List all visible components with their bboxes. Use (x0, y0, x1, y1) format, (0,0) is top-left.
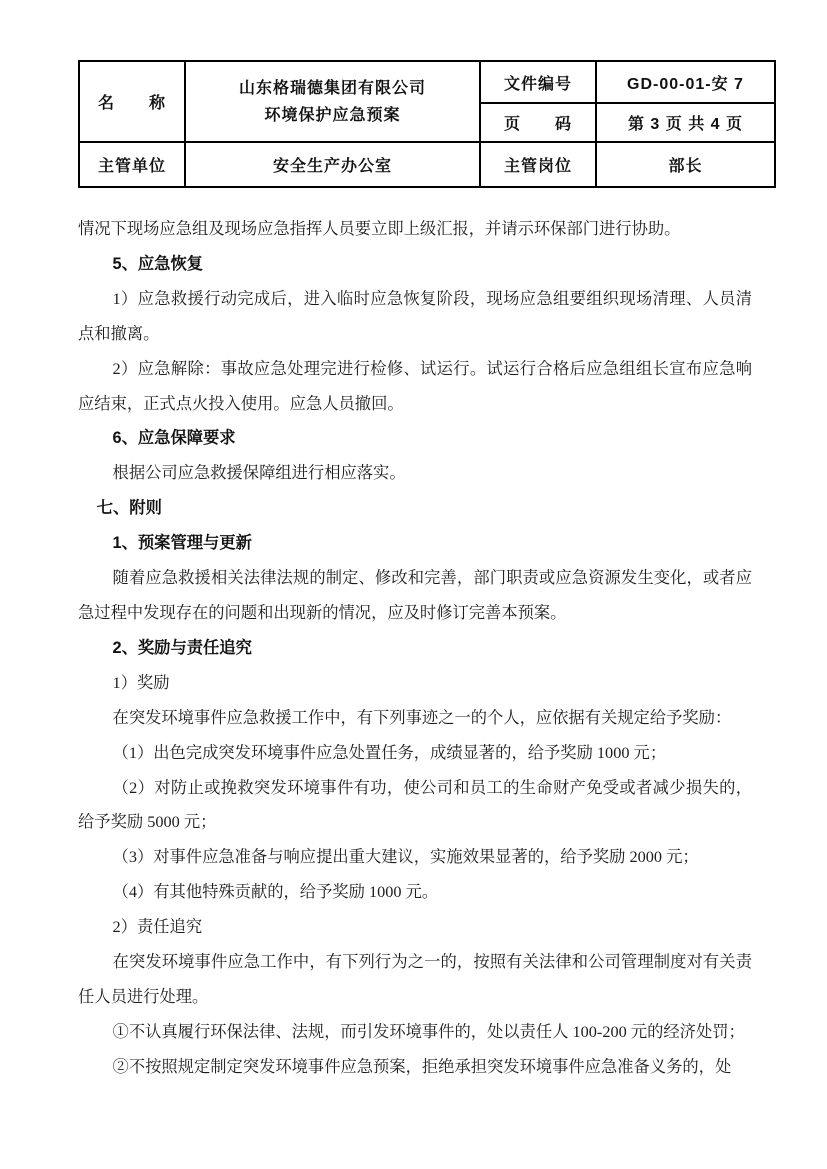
document-body (78, 212, 752, 1085)
paragraph-accountability-intro: 在突发环境事件应急工作中，有下列行为之一的，按照有关法律和公司管理制度对有关责任人员进行处理。 (78, 952, 752, 1006)
unit-label: 主管单位 (79, 142, 185, 187)
document-title-line1: 山东格瑞德集团有限公司 (238, 79, 426, 97)
paragraph-rewards-intro: 在突发环境事件应急救援工作中，有下列事迹之一的个人，应依据有关规定给予奖励： (112, 707, 732, 727)
header-table (78, 60, 776, 188)
doc-number-value: GD-00-01-安 7 (596, 61, 775, 103)
list-item-penalty-1: ①不认真履行环保法律、法规，而引发环境事件的，处以责任人 100-200 元的经济处罚； (112, 1021, 745, 1041)
paragraph-continuation: 情况下现场应急组及现场应急指挥人员要立即上级汇报，并请示环保部门进行协助。 (78, 219, 681, 238)
section-supplementary-provisions: 七、附则 (96, 499, 162, 518)
subheading-accountability: 2）责任追究 (112, 917, 203, 937)
unit-value: 安全生产办公室 (185, 142, 480, 187)
paragraph-support: 根据公司应急救援保障组进行相应落实。 (112, 463, 406, 483)
name-label: 名 称 (79, 61, 185, 142)
post-value: 部长 (596, 142, 775, 187)
list-item-reward-3: （3）对事件应急准备与响应提出重大建议，实施效果显著的，给予奖励 2000 元； (112, 847, 699, 867)
paragraph-recovery-1: 1）应急救援行动完成后，进入临时应急恢复阶段，现场应急组要组织现场清理、人员清点和撤离。 (78, 288, 752, 343)
list-item-reward-4: （4）有其他特殊贡献的，给予奖励 1000 元。 (112, 882, 439, 902)
paragraph-recovery-2: 2）应急解除：事故应急处理完进行检修、试运行。试运行合格后应急组组长宣布应急响应结束，正式点火投入使用。应急人员撤回。 (78, 358, 752, 413)
list-item-reward-2: （2）对防止或挽救突发环境事件有功，使公司和员工的生命财产免受或者减少损失的，给予奖励 5000 元； (78, 777, 752, 832)
subheading-rewards: 1）奖励 (112, 672, 170, 692)
heading-support-requirements: 6、应急保障要求 (112, 429, 236, 448)
document-title-line2: 环境保护应急预案 (264, 106, 401, 124)
document-title-cell (185, 61, 480, 142)
page-number-label: 页 码 (480, 103, 596, 142)
page-number-value: 第 3 页 共 4 页 (596, 103, 775, 142)
heading-emergency-recovery: 5、应急恢复 (112, 254, 204, 273)
list-item-penalty-2: ②不按照规定制定突发环境事件应急预案，拒绝承担突发环境事件应急准备义务的，处 (112, 1056, 732, 1076)
doc-number-label: 文件编号 (480, 61, 596, 103)
heading-plan-management: 1、预案管理与更新 (112, 534, 252, 553)
paragraph-plan-management: 随着应急救援相关法律法规的制定、修改和完善，部门职责或应急资源发生变化，或者应急过程中发现存在的问题和出现新的情况，应及时修订完善本预案。 (78, 568, 752, 622)
list-item-reward-1: （1）出色完成突发环境事件应急处置任务，成绩显著的，给予奖励 1000 元； (112, 742, 667, 762)
heading-rewards-accountability: 2、奖励与责任追究 (112, 638, 252, 657)
post-label: 主管岗位 (480, 142, 596, 187)
